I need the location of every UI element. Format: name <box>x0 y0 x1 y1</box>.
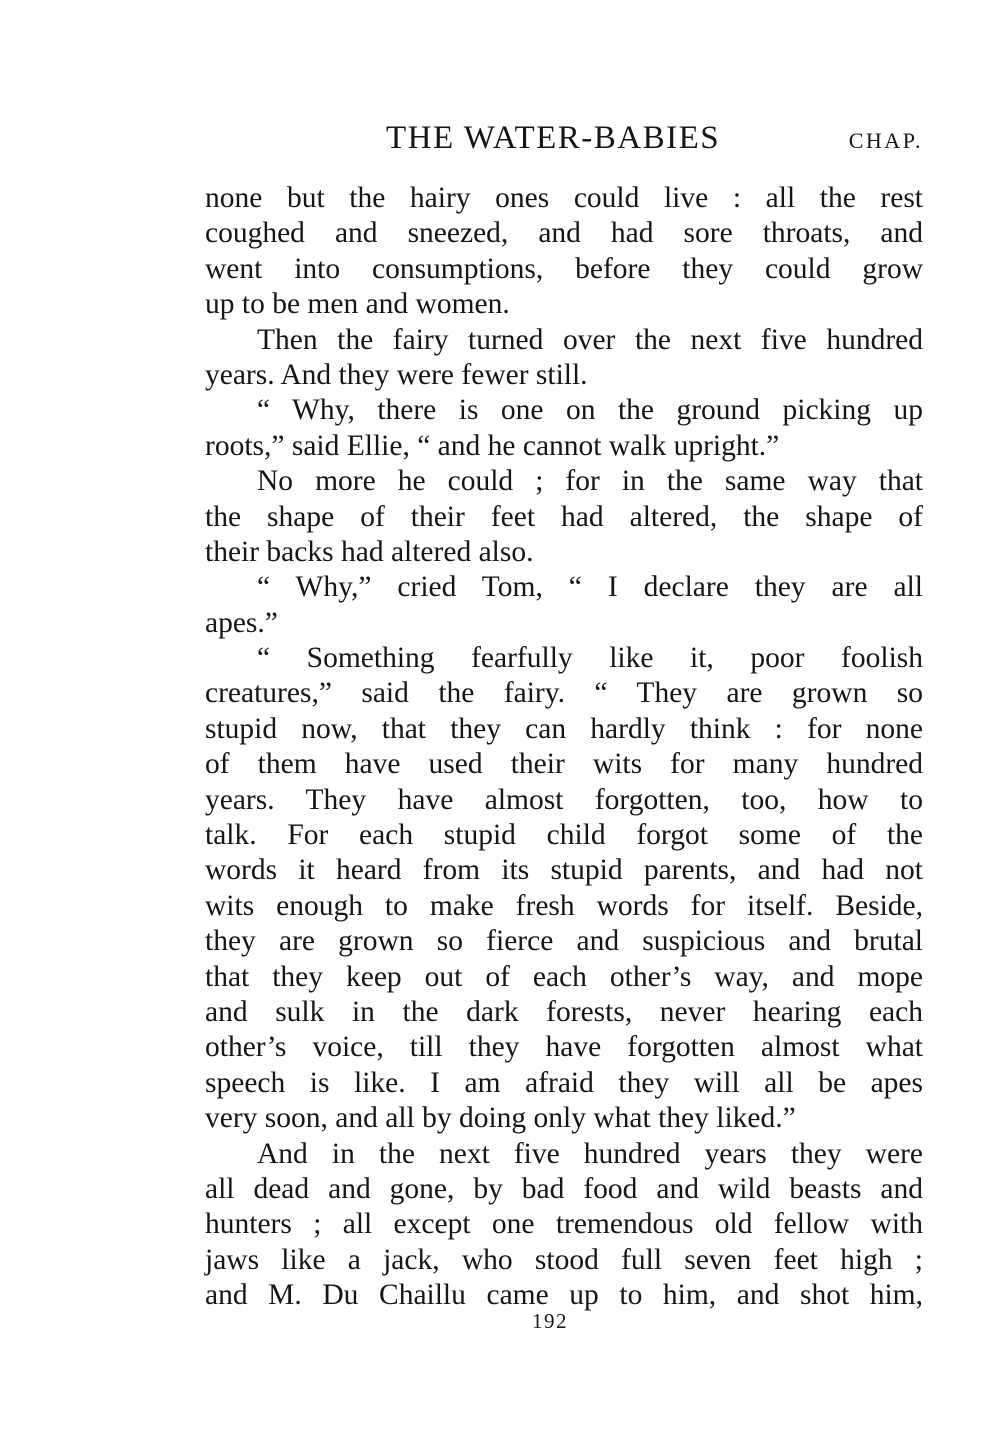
text-line: apes.” <box>205 606 278 639</box>
text-line: went into consumptions, before they could grow <box>205 252 923 285</box>
text-line: And in the next five hundred years they were <box>257 1137 923 1170</box>
text-line: that they keep out of each other’s way, and mope <box>205 960 923 993</box>
text-line: and sulk in the dark forests, never hearing each <box>205 995 923 1028</box>
text-line: No more he could ; for in the same way that <box>257 465 923 498</box>
running-head <box>205 118 923 162</box>
text-line: they are grown so fierce and suspicious and brutal <box>205 925 923 958</box>
text-line: “ Why,” cried Tom, “ I declare they are all <box>257 571 923 604</box>
text-line: very soon, and all by doing only what they liked.” <box>205 1102 796 1135</box>
text-line: the shape of their feet had altered, the shape of <box>205 500 923 533</box>
text-line: other’s voice, till they have forgotten almost what <box>205 1031 923 1064</box>
text-line: coughed and sneezed, and had sore throats, and <box>205 217 923 250</box>
text-line: hunters ; all except one tremendous old fellow with <box>205 1208 923 1241</box>
text-line: Then the fairy turned over the next five hundred <box>257 323 923 356</box>
text-line: and M. Du Chaillu came up to him, and shot him, <box>205 1279 923 1312</box>
text-line: all dead and gone, by bad food and wild beasts and <box>205 1172 923 1205</box>
running-title: THE WATER-BABIES <box>386 120 721 156</box>
text-line: wits enough to make fresh words for itself. Beside, <box>205 889 923 922</box>
text-line: years. And they were fewer still. <box>205 358 588 391</box>
text-line: stupid now, that they can hardly think : for none <box>205 712 923 745</box>
text-line: up to be men and women. <box>205 288 510 321</box>
text-line: of them have used their wits for many hundred <box>205 748 923 781</box>
text-line: roots,” said Ellie, “ and he cannot walk upright.” <box>205 429 780 462</box>
text-line: talk. For each stupid child forgot some of the <box>205 819 923 852</box>
text-line: speech is like. I am afraid they will all be apes <box>205 1066 923 1099</box>
text-line: years. They have almost forgotten, too, how to <box>205 783 923 816</box>
text-line: “ Why, there is one on the ground picking up <box>257 394 923 427</box>
body-text <box>205 181 923 1314</box>
chapter-label: CHAP. <box>848 128 923 153</box>
text-line: creatures,” said the fairy. “ They are grown so <box>205 677 923 710</box>
text-line: “ Something fearfully like it, poor foolish <box>257 642 923 675</box>
text-line: words it heard from its stupid parents, and had not <box>205 854 923 887</box>
page-number: 192 <box>532 1309 568 1333</box>
text-line: none but the hairy ones could live : all the rest <box>205 182 923 214</box>
text-line: their backs had altered also. <box>205 535 534 568</box>
text-line: jaws like a jack, who stood full seven feet high ; <box>205 1243 923 1276</box>
